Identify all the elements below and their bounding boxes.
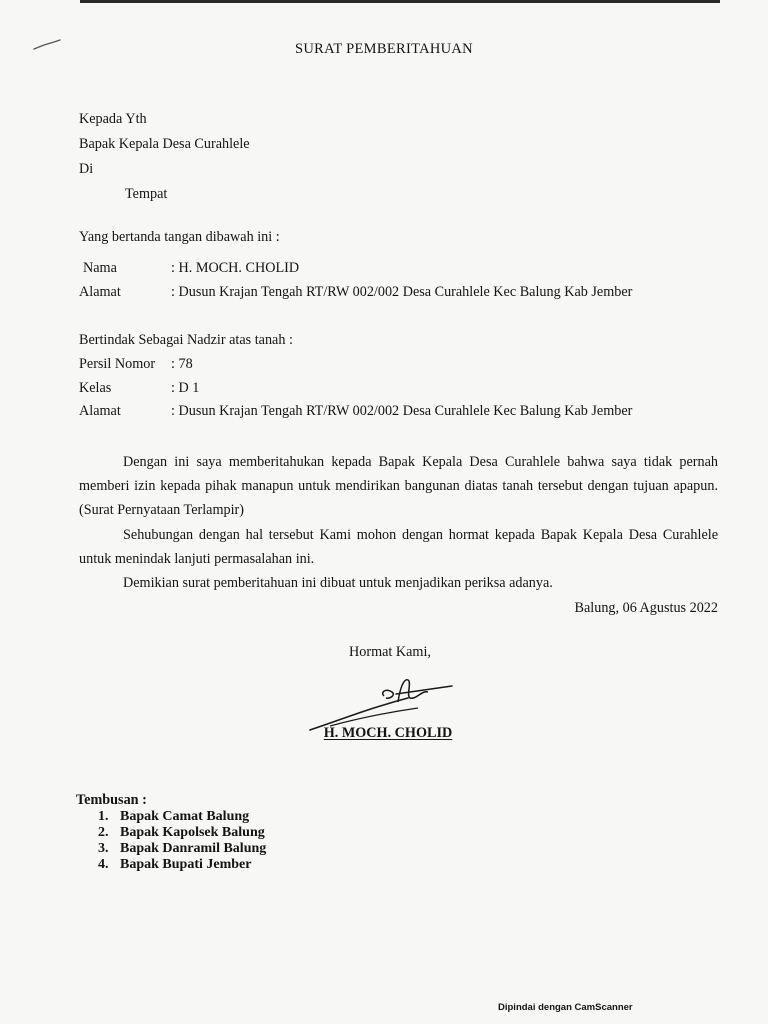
scan-edge-line [80, 0, 720, 3]
recipient-line-1: Kepada Yth [79, 111, 147, 127]
cc-item-text: Bapak Kapolsek Balung [120, 825, 265, 840]
address-label: Alamat [79, 284, 121, 300]
tembusan-heading: Tembusan : [76, 792, 147, 808]
recipient-line-2: Bapak Kepala Desa Curahlele [79, 136, 250, 152]
closing-text: Hormat Kami, [349, 644, 431, 660]
body-paragraph-3: Demikian surat pemberitahuan ini dibuat untuk menjadikan periksa adanya. [123, 575, 553, 591]
cc-item-number: 2. [98, 825, 109, 840]
scanner-footer: Dipindai dengan CamScanner [498, 1002, 633, 1013]
place-date: Balung, 06 Agustus 2022 [574, 600, 718, 616]
cc-item-number: 4. [98, 857, 109, 872]
body-paragraph-2: Sehubungan dengan hal tersebut Kami mohon dengan hormat kepada Bapak Kepala Desa Curahlele untuk menindak lanjuti permasalahan ini. [79, 527, 718, 567]
cc-item-text: Bapak Danramil Balung [120, 841, 267, 856]
land-address-label: Alamat [79, 403, 121, 419]
cc-item-number: 3. [98, 841, 109, 856]
letter-title: SURAT PEMBERITAHUAN [295, 41, 473, 57]
land-heading: Bertindak Sebagai Nadzir atas tanah : [79, 332, 293, 348]
persil-label: Persil Nomor [79, 356, 156, 372]
recipient-line-3: Di [79, 161, 94, 177]
cc-item [98, 809, 249, 825]
name-label: Nama [83, 260, 117, 276]
persil-value: : 78 [171, 356, 193, 372]
cc-item-text: Bapak Bupati Jember [120, 857, 252, 872]
cc-item [98, 857, 251, 873]
name-value: : H. MOCH. CHOLID [171, 260, 300, 276]
cc-item-number: 1. [98, 809, 109, 824]
intro-text: Yang bertanda tangan dibawah ini : [79, 229, 280, 245]
cc-item-text: Bapak Camat Balung [120, 809, 250, 824]
land-address-value: : Dusun Krajan Tengah RT/RW 002/002 Desa Curahlele Kec Balung Kab Jember [171, 403, 633, 419]
address-value: : Dusun Krajan Tengah RT/RW 002/002 Desa Curahlele Kec Balung Kab Jember [171, 284, 633, 300]
cc-item [98, 841, 266, 857]
kelas-value: : D 1 [171, 380, 200, 396]
body-paragraph-1: Dengan ini saya memberitahukan kepada Bapak Kepala Desa Curahlele bahwa saya tidak pernah memberi izin kepada pihak manapun untuk mendirikan bangunan diatas tanah tersebut dengan tujuan apapun. (Surat Pernyataan Terlampir) [79, 454, 718, 518]
cc-item [98, 825, 265, 841]
recipient-line-4: Tempat [125, 186, 168, 202]
kelas-label: Kelas [79, 380, 112, 396]
signature-name: H. MOCH. CHOLID [323, 725, 453, 741]
